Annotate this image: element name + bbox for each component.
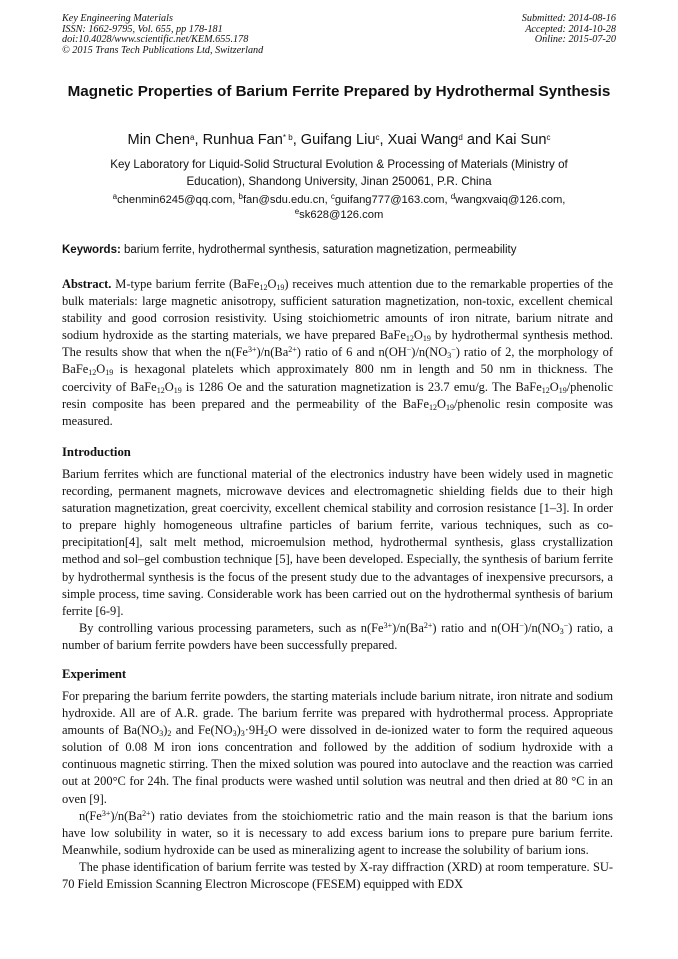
- online-date: Online: 2015-07-20: [534, 34, 616, 46]
- author-name: Min Chen: [127, 132, 190, 148]
- email-mark: e: [294, 207, 300, 216]
- email-address[interactable]: sk628@126.com: [299, 209, 384, 221]
- keywords-label: Keywords:: [62, 244, 121, 256]
- paragraph: For preparing the barium ferrite powders, the starting materials include barium nitrate, iron nitrate and sodium hydroxide. All are of A.R. grade. The barium ferrite was prepared with hydrothermal process. Appropriate amounts of $Ba(NO_3)_2$ and $Fe(NO_3)_3\cdot 9H_2O$ were dissolved in de-ionized water to form the required aqueous solution of 0.08 M iron ions concentration and followed by the addition of sodium hydroxide with a continuous magnetic stirring. Then the mixed solution was poured into autoclave and the reaction was carried out at 200°C for 24h. The final products were washed until solution was neutral and then dried at 80 °C in an oven [9].: [62, 689, 613, 806]
- issn-line: ISSN: 1662-9795, Vol. 655, pp 178-181: [62, 23, 223, 35]
- abstract-label: Abstract.: [62, 277, 112, 291]
- journal-name: Key Engineering Materials: [62, 13, 173, 24]
- paper-title: Magnetic Properties of Barium Ferrite Prepared by Hydrothermal Synthesis: [67, 83, 611, 100]
- introduction-body: [62, 466, 613, 654]
- email-mark: c: [330, 192, 335, 201]
- author-mark: * b: [282, 133, 293, 142]
- submission-dates: [522, 14, 616, 46]
- author-mark: c: [546, 133, 551, 142]
- email-mark: b: [238, 192, 243, 201]
- email-address[interactable]: wangxvaiq@126.com: [455, 194, 563, 206]
- email-address[interactable]: fan@sdu.edu.cn: [242, 194, 325, 206]
- experiment-body: [62, 688, 613, 893]
- accepted-date: Accepted: 2014-10-28: [525, 23, 616, 35]
- email-list: $^a$chenmin6245@qq.com, $^b$fan@sdu.edu.cn, $^c$guifang777@163.com, $^d$wangxvaiq@126.com, $^e$sk628@126.com: [112, 192, 566, 221]
- journal-info: [62, 14, 263, 56]
- author-name: Kai Sun: [495, 132, 547, 148]
- email-mark: a: [112, 192, 118, 201]
- abstract: [62, 276, 613, 430]
- email-address[interactable]: chenmin6245@qq.com: [117, 194, 233, 206]
- experiment-heading: Experiment: [62, 667, 127, 681]
- keywords-text: barium ferrite, hydrothermal synthesis, saturation magnetization, permeability: [124, 244, 517, 256]
- paragraph: Barium ferrites which are functional material of the electronics industry have been widely used in magnetic recording, permanent magnets, microwave devices and electromagnetic shielding fields due to their high saturation magnetization, great coercivity, excellent chemical stability and corrosion resistance [1–3]. In order to prepare highly homogeneous ultrafine particles of barium ferrite, various techniques, such as co-precipitation[4], salt melt method, microemulsion method, hydrothermal synthesis, glass crystallization method and sol–gel combustion technique [5], have been developed. Especially, the synthesis of barium ferrite by hydrothermal synthesis is the focus of the present study due to the advantages of inexpensive precursors, a simple process, time saving. Considerable work has been carried out on the hydrothermal synthesis of barium ferrite [6-9].: [62, 467, 613, 618]
- author-list: Min Chen$^a$, Runhua Fan$^{* b}$, Guifang Liu$^c$, Xuai Wang$^d$ and Kai Sun$^c$: [127, 132, 551, 148]
- paragraph: By controlling various processing parameters, such as $n(Fe^{3+})/n(Ba^{2+})$ ratio and $n(OH^-)/n(NO_3^-)$ ratio, a number of barium ferrite powders have been successfully prepared.: [62, 620, 613, 652]
- author-mark: c: [375, 133, 380, 142]
- paragraph: The phase identification of barium ferrite was tested by X-ray diffraction (XRD) at room temperature. SU-70 Field Emission Scanning Electron Microscope (FESEM) equipped with EDX: [62, 859, 613, 892]
- author-name: Xuai Wang: [387, 132, 459, 148]
- introduction-heading: Introduction: [62, 445, 131, 459]
- doi-line: doi:10.4028/www.scientific.net/KEM.655.178: [62, 34, 249, 46]
- author-mark: d: [458, 133, 463, 142]
- keywords: [62, 243, 622, 258]
- author-mark: a: [190, 133, 195, 142]
- author-name: Guifang Liu: [300, 132, 376, 148]
- author-name: Runhua Fan: [202, 132, 283, 148]
- abstract-text: M-type barium ferrite $(BaFe_{12}O_{19})$ receives much attention due to the remarkable properties of the bulk materials: large magnetic anisotropy, sufficient saturation magnetization, non-toxic, excellent chemical stability and good corrosion resistivity. Using stoichiometric amounts of iron nitrate, barium nitrate and sodium hydroxide as the starting materials, we have prepared $BaFe_{12}O_{19}$ by hydrothermal synthesis method. The results show that when the $n(Fe^{3+})/n(Ba^{2+})$ ratio of 6 and $n(OH^-)/n(NO_3^-)$ ratio of 2, the morphology of $BaFe_{12}O_{19}$ is hexagonal platelets which approximately 800 nm in length and 50 nm in thickness. The coercivity of $BaFe_{12}O_{19}$ is 1286 Oe and the saturation magnetization is 23.7 emu/g. The $BaFe_{12}O_{19}$/phenolic resin composite has been prepared and the permeability of the $BaFe_{12}O_{19}$/phenolic resin composite was measured.: [62, 277, 614, 428]
- copyright-line: © 2015 Trans Tech Publications Ltd, Switzerland: [62, 44, 264, 56]
- paragraph: $n(Fe^{3+})/n(Ba^{2+})$ ratio deviates from the stoichiometric ratio and the main reason is that the barium ions have low solubility in water, so it is necessary to add excess barium ions to prepare pure barium ferrite. Meanwhile, sodium hydroxide can be used as mineralizing agent to increase the solubility of barium ions.: [62, 808, 613, 857]
- email-address[interactable]: guifang777@163.com: [334, 194, 445, 206]
- email-mark: d: [450, 192, 456, 201]
- affiliation: Key Laboratory for Liquid-Solid Structural Evolution & Processing of Materials (Ministry of Education), Shandong University, Jinan 250061, P.R. China: [110, 158, 568, 188]
- submitted-date: Submitted: 2014-08-16: [521, 13, 616, 24]
